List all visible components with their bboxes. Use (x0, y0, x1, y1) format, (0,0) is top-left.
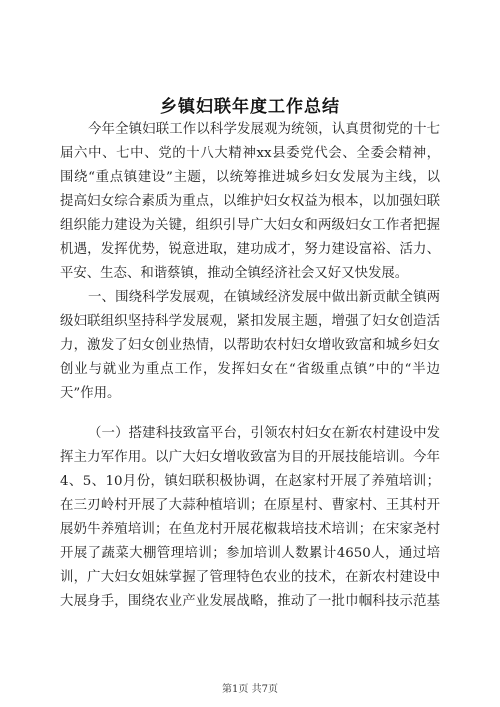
text-line: 提高妇女综合素质为重点，以维护妇女权益为根本，以加强妇联 (60, 194, 440, 209)
text-line: 训，广大妇女姐妹掌握了管理特色农业的技术，在新农村建设中 (60, 570, 440, 585)
text-line: 天”作用。 (60, 386, 121, 401)
text-line: 在三刃岭村开展了大蒜种植培训；在原星村、曹家村、王其村开 (60, 498, 440, 513)
text-line: 机遇，发挥优势，锐意进取，建功成才，努力建设富裕、活力、 (60, 242, 440, 257)
text-line: 级妇联组织坚持科学发展观，紧扣发展主题，增强了妇女创造活 (60, 314, 440, 329)
text-line: 挥主力军作用。以广大妇女增收致富为目的开展技能培训。今年 (60, 450, 440, 465)
text-line: 力，激发了妇女创业热情，以帮助农村妇女增收致富和城乡妇女 (60, 338, 440, 353)
text-line: 创业与就业为重点工作，发挥妇女在“省级重点镇”中的“半边 (60, 362, 440, 377)
text-line: 平安、生态、和谐蔡镇，推动全镇经济社会又好又快发展。 (60, 266, 409, 281)
text-line: （一）搭建科技致富平台，引领农村妇女在新农村建设中发 (88, 426, 440, 441)
page-number-footer: 第1页 共7页 (222, 684, 278, 695)
text-line: 展奶牛养殖培训；在鱼龙村开展花椒栽培技术培训；在宋家尧村 (60, 522, 440, 537)
text-line: 一、围绕科学发展观，在镇域经济发展中做出新贡献全镇两 (88, 290, 440, 305)
text-line: 大展身手，围绕农业产业发展战略，推动了一批巾帼科技示范基 (60, 594, 440, 609)
text-line: 今年全镇妇联工作以科学发展观为统领，认真贯彻党的十七 (88, 122, 440, 137)
text-line: 开展了蔬菜大棚管理培训；参加培训人数累计4650人，通过培 (60, 546, 440, 561)
text-line: 围绕“重点镇建设”主题，以统筹推进城乡妇女发展为主线，以 (60, 170, 440, 185)
text-line: 4、5、10月份，镇妇联积极协调，在赵家村开展了养殖培训； (60, 474, 440, 489)
text-line: 组织能力建设为关键，组织引导广大妇女和两级妇女工作者把握 (60, 218, 440, 233)
document-title: 乡镇妇联年度工作总结 (160, 97, 340, 117)
text-line: 届六中、七中、党的十八大精神xx县委党代会、全委会精神， (60, 146, 440, 161)
